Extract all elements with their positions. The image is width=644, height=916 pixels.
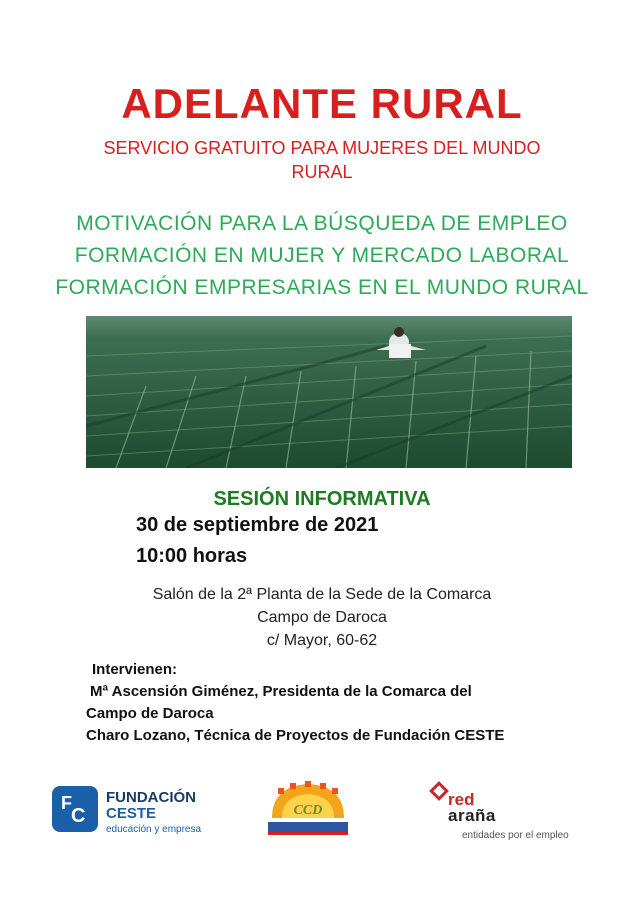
topic-item: FORMACIÓN EN MUJER Y MERCADO LABORAL — [74, 244, 570, 267]
red-arana-tagline: entidades por el empleo — [462, 830, 569, 841]
session-time: 10:00 horas — [136, 545, 248, 567]
topics-list — [0, 208, 644, 304]
poster-title: ADELANTE RURAL — [121, 80, 523, 127]
wheat-field-photo — [86, 316, 572, 468]
session-date: 30 de septiembre de 2021 — [136, 514, 379, 536]
topic-item: FORMACIÓN EMPRESARIAS EN EL MUNDO RURAL — [55, 276, 589, 299]
venue-address — [0, 583, 644, 652]
red-arana-diamond-icon — [428, 780, 450, 802]
topic-item: MOTIVACIÓN PARA LA BÚSQUEDA DE EMPLEO — [76, 212, 568, 235]
venue-line: c/ Mayor, 60-62 — [266, 632, 378, 649]
comarca-campo-daroca-logo — [266, 778, 350, 840]
fc-icon: F C — [52, 786, 98, 832]
svg-text:CCD: CCD — [293, 803, 323, 818]
speakers-block — [86, 659, 606, 747]
speaker-line: Charo Lozano, Técnica de Proyectos de Fundación CESTE — [86, 727, 505, 744]
red-arana-logo — [428, 776, 588, 846]
speaker-line: Campo de Daroca — [86, 705, 214, 722]
session-title: SESIÓN INFORMATIVA — [213, 488, 431, 510]
venue-line: Salón de la 2ª Planta de la Sede de la Comarca — [152, 586, 492, 603]
red-word: red — [448, 790, 475, 809]
wheat-field-illustration — [86, 316, 572, 468]
fundacion-ceste-logo — [52, 786, 232, 840]
venue-line: Campo de Daroca — [257, 609, 387, 626]
speaker-line: Mª Ascensión Giménez, Presidenta de la Comarca del — [90, 683, 472, 700]
arana-word: araña — [448, 806, 496, 825]
poster-subtitle: SERVICIO GRATUITO PARA MUJERES DEL MUNDO RURAL — [103, 138, 541, 182]
ceste-name: FUNDACIÓN — [106, 789, 196, 806]
ceste-name-2: CESTE — [106, 805, 157, 822]
ceste-tagline: educación y empresa — [106, 824, 202, 835]
ccd-emblem-icon — [266, 778, 350, 840]
speakers-heading: Intervienen: — [92, 661, 178, 678]
